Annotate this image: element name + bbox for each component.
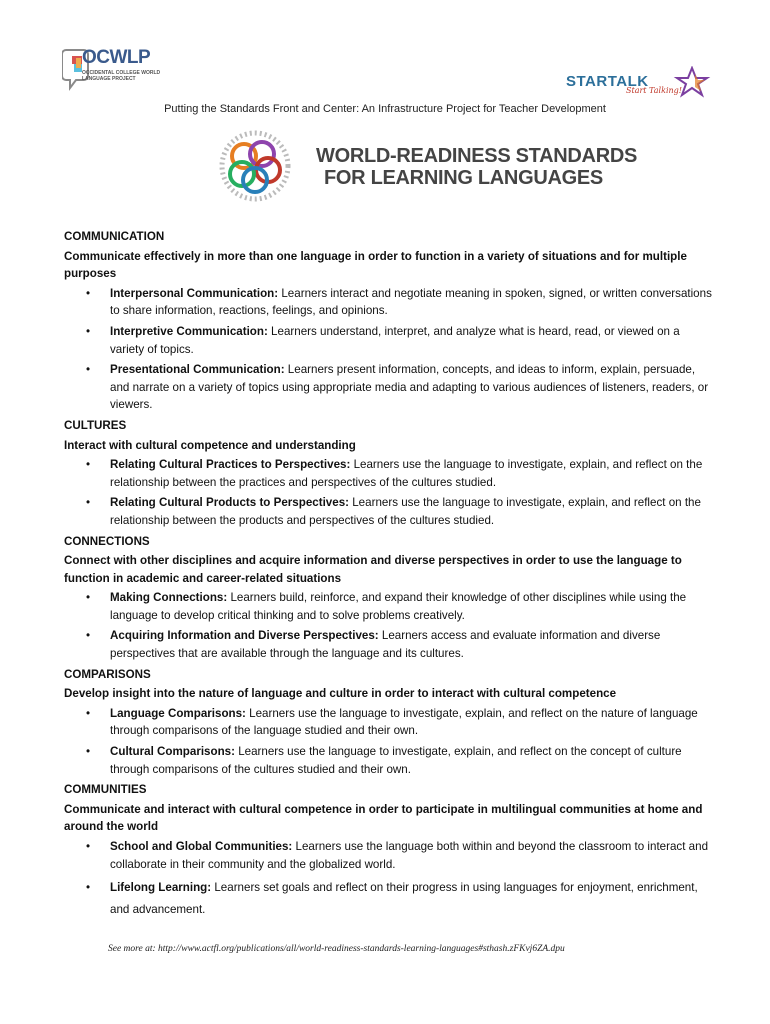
ocwlp-logo-title: OCWLP <box>82 47 151 68</box>
ocwlp-logo-subtitle: OCCIDENTAL COLLEGE WORLD LANGUAGE PROJECT <box>82 70 161 82</box>
standard-text: Learners present information, concepts, and ideas to inform, explain, persuade, and narrate on a variety of topics using appropriate media and adapting to various audiences of listeners, readers, or viewers. <box>110 363 709 412</box>
see-more-link[interactable]: See more at: http://www.actfl.org/publications/all/world-readiness-standards-learning-languages#sthash.zFKvj6ZA.dpu <box>108 944 565 954</box>
section-heading: CONNECTIONS <box>64 534 150 548</box>
section-heading: COMPARISONS <box>64 667 151 681</box>
list-item <box>64 627 714 662</box>
standard-text: Learners use the language to investigate, explain, and reflect on the nature of language through comparisons of the language studied and their own. <box>110 706 698 738</box>
standard-term: Acquiring Information and Diverse Perspectives: <box>110 629 379 643</box>
standard-text: Learners set goals and reflect on their progress in using languages for enjoyment, enrichment, and advancement. <box>110 881 698 917</box>
standard-term: Presentational Communication: <box>110 363 285 377</box>
section-goal: Communicate and interact with cultural competence in order to participate in multilingual communities at home and around the world <box>64 802 703 834</box>
standard-text: Learners build, reinforce, and expand their knowledge of other disciplines while using the language to develop critical thinking and to solve problems creatively. <box>110 591 687 622</box>
section-communication <box>64 228 714 414</box>
list-item <box>64 494 714 529</box>
standard-text: Learners use the language to investigate, explain, and reflect on the concept of culture through comparisons of the cultures studied and their own. <box>110 745 682 776</box>
standards-list <box>64 838 714 921</box>
section-heading: COMMUNICATION <box>64 230 165 243</box>
list-item <box>64 838 714 873</box>
standards-list <box>64 456 714 529</box>
standard-text: Learners interact and negotiate meaning in spoken, signed, or written conversations to share information, reactions, feelings, and opinions. <box>110 286 712 318</box>
section-goal: Develop insight into the nature of language and culture in order to interact with cultural competence <box>64 687 617 701</box>
world-readiness-title <box>316 145 637 189</box>
world-readiness-title-line1: WORLD-READINESS STANDARDS <box>316 145 638 167</box>
list-item <box>64 285 714 320</box>
section-comparisons <box>64 666 714 779</box>
section-communities <box>64 781 714 921</box>
standard-text: Learners use the language both within and beyond the classroom to interact and collaborate in their community and the globalized world. <box>110 840 709 871</box>
standard-term: Cultural Comparisons: <box>110 745 235 759</box>
standard-term: Interpretive Communication: <box>110 324 268 338</box>
list-item <box>64 705 714 740</box>
section-goal: Connect with other disciplines and acquire information and diverse perspectives in order to use the language to function in academic and career-related situations <box>64 554 682 585</box>
section-heading: COMMUNITIES <box>64 783 147 797</box>
section-goal: Interact with cultural competence and understanding <box>64 438 356 452</box>
standard-term: Interpersonal Communication: <box>110 286 279 300</box>
standards-list <box>64 285 714 414</box>
section-heading: CULTURES <box>64 418 127 432</box>
startalk-logo-tagline: Start Talking! <box>626 86 682 95</box>
list-item <box>64 589 714 624</box>
list-item <box>64 323 714 358</box>
list-item <box>64 456 714 491</box>
world-readiness-title-line2: FOR LEARNING LANGUAGES <box>324 167 603 189</box>
standards-content <box>64 228 714 924</box>
standard-text: Learners understand, interpret, and analyze what is heard, read, or viewed on a variety of topics. <box>110 324 680 356</box>
standard-term: Relating Cultural Products to Perspectives: <box>110 496 350 510</box>
standard-text: Learners use the language to investigate, explain, and reflect on the relationship between the products and perspectives of the cultures studied. <box>110 496 701 527</box>
standard-text: Learners access and evaluate information and diverse perspectives that are available through the language and its cultures. <box>110 629 661 661</box>
list-item <box>64 361 714 414</box>
world-readiness-rings-logo <box>210 130 300 202</box>
standard-term: Lifelong Learning: <box>110 881 212 895</box>
standard-term: Making Connections: <box>110 591 228 605</box>
document-subtitle: Putting the Standards Front and Center: An Infrastructure Project for Teacher Development <box>164 103 606 115</box>
list-item <box>64 877 714 921</box>
section-cultures <box>64 417 714 530</box>
startalk-logo-title: STARTALK <box>566 73 649 90</box>
standard-text: Learners use the language to investigate, explain, and reflect on the relationship between the practices and perspectives of the cultures studied. <box>110 458 703 489</box>
standard-term: Relating Cultural Practices to Perspectives: <box>110 458 351 472</box>
standards-list <box>64 705 714 778</box>
standard-term: Language Comparisons: <box>110 706 246 720</box>
section-goal: Communicate effectively in more than one language in order to function in a variety of situations and for multiple purposes <box>64 249 687 281</box>
standards-list <box>64 589 714 662</box>
list-item <box>64 743 714 778</box>
section-connections <box>64 533 714 663</box>
standard-term: School and Global Communities: <box>110 840 293 853</box>
